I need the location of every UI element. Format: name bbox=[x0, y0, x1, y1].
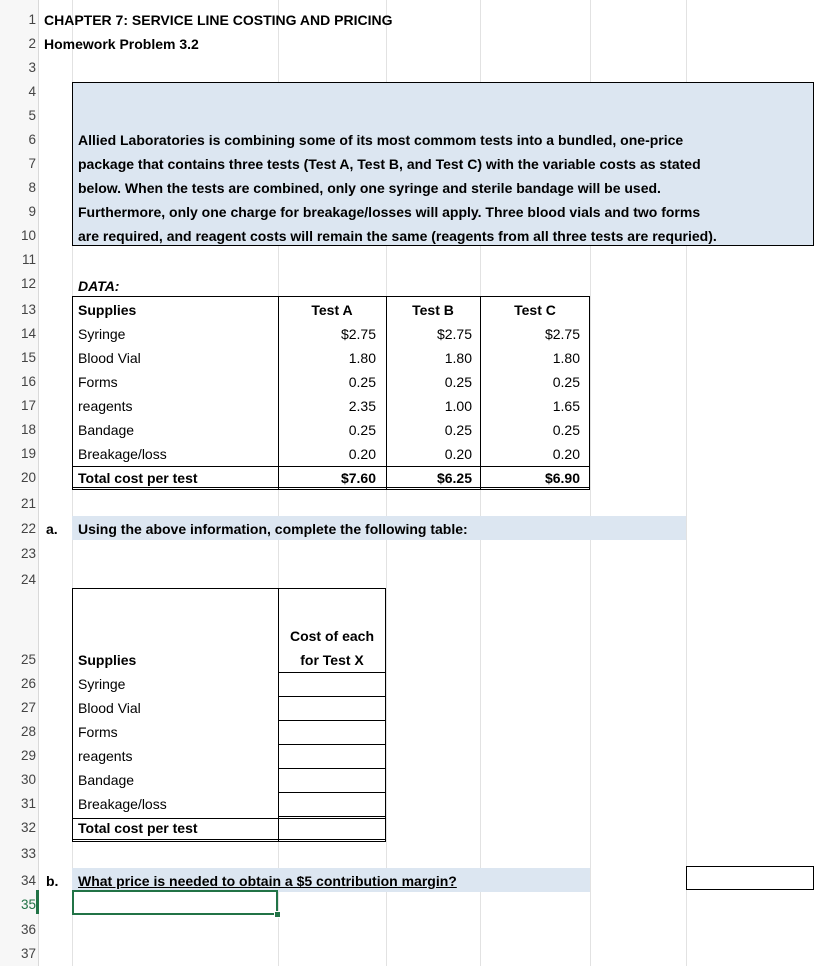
data-cell: 1.80 bbox=[552, 350, 580, 366]
answer-supplies-label: Supplies bbox=[78, 652, 137, 668]
row-number[interactable]: 34 bbox=[20, 873, 36, 888]
row-number[interactable]: 1 bbox=[28, 12, 36, 27]
question-b-text: What price is needed to obtain a $5 contribution margin? bbox=[78, 873, 457, 889]
row-number[interactable]: 8 bbox=[28, 180, 36, 195]
data-cell: 0.25 bbox=[552, 374, 580, 390]
data-cell: $2.75 bbox=[436, 326, 472, 342]
data-cell: 0.20 bbox=[552, 446, 580, 462]
answer-double-rule bbox=[72, 839, 386, 840]
row-number[interactable]: 10 bbox=[20, 228, 36, 243]
data-total-test-a: $7.60 bbox=[340, 470, 376, 486]
data-cell: 1.80 bbox=[444, 350, 472, 366]
data-header-test-a: Test A bbox=[311, 302, 353, 318]
row-number[interactable]: 6 bbox=[28, 132, 36, 147]
question-a-marker: a. bbox=[46, 521, 58, 537]
answer-total-rule bbox=[72, 818, 386, 819]
data-cell: 1.00 bbox=[444, 398, 472, 414]
data-cell: 1.65 bbox=[552, 398, 580, 414]
data-cell: 1.80 bbox=[348, 350, 376, 366]
row-number[interactable]: 17 bbox=[20, 398, 36, 413]
row-number[interactable]: 31 bbox=[20, 796, 36, 811]
answer-cell-border bbox=[279, 816, 386, 817]
row-number[interactable]: 27 bbox=[20, 700, 36, 715]
answer-table-divider bbox=[278, 588, 279, 842]
row-number[interactable]: 26 bbox=[20, 676, 36, 691]
data-total-test-c: $6.90 bbox=[544, 470, 580, 486]
data-row-label: Forms bbox=[78, 374, 118, 390]
answer-header-line-1: Cost of each bbox=[289, 628, 374, 644]
answer-cell-border bbox=[279, 768, 386, 769]
row-number[interactable]: 15 bbox=[20, 350, 36, 365]
data-cell: 0.20 bbox=[348, 446, 376, 462]
description-line-4: Furthermore, only one charge for breakage/losses will apply. Three blood vials and two forms bbox=[78, 204, 701, 220]
description-line-3: below. When the tests are combined, only one syringe and sterile bandage will be used. bbox=[78, 180, 661, 196]
row-number[interactable]: 18 bbox=[20, 422, 36, 437]
answer-cell-border bbox=[279, 792, 386, 793]
row-number[interactable]: 21 bbox=[20, 496, 36, 511]
row-number[interactable]: 22 bbox=[20, 521, 36, 536]
data-cell: 2.35 bbox=[348, 398, 376, 414]
row-number[interactable]: 36 bbox=[20, 922, 36, 937]
data-cell: 0.25 bbox=[444, 422, 472, 438]
fill-handle[interactable] bbox=[274, 911, 281, 918]
row-number[interactable]: 32 bbox=[20, 820, 36, 835]
data-header-supplies: Supplies bbox=[78, 302, 137, 318]
answer-cell-border bbox=[279, 744, 386, 745]
answer-row-label: Blood Vial bbox=[78, 700, 141, 716]
answer-row-label: Breakage/loss bbox=[78, 796, 167, 812]
data-cell: 0.25 bbox=[348, 422, 376, 438]
row-number[interactable]: 29 bbox=[20, 748, 36, 763]
data-cell: 0.20 bbox=[444, 446, 472, 462]
data-header-test-b: Test B bbox=[412, 302, 454, 318]
description-line-1: Allied Laboratories is combining some of its most commom tests into a bundled, one-price bbox=[78, 132, 684, 148]
description-line-2: package that contains three tests (Test A, Test B, and Test C) with the variable costs as stated bbox=[78, 156, 701, 172]
row-number[interactable]: 30 bbox=[20, 772, 36, 787]
answer-cell-border bbox=[279, 696, 386, 697]
row-number[interactable]: 12 bbox=[20, 276, 36, 291]
answer-row-label: Syringe bbox=[78, 676, 126, 692]
data-cell: $2.75 bbox=[544, 326, 580, 342]
answer-row-label: reagents bbox=[78, 748, 133, 764]
row-number[interactable]: 19 bbox=[20, 446, 36, 461]
answer-total-label: Total cost per test bbox=[78, 820, 198, 836]
data-row-label: Blood Vial bbox=[78, 350, 141, 366]
data-row-label: Breakage/loss bbox=[78, 446, 167, 462]
answer-header-line-2: for Test X bbox=[300, 652, 364, 668]
answer-b-input-cell[interactable] bbox=[686, 866, 814, 890]
data-cell: 0.25 bbox=[348, 374, 376, 390]
row-number[interactable]: 4 bbox=[28, 84, 36, 99]
row-number[interactable]: 14 bbox=[20, 326, 36, 341]
selected-cell[interactable] bbox=[72, 890, 278, 915]
answer-row-label: Bandage bbox=[78, 772, 135, 788]
data-cell: $2.75 bbox=[340, 326, 376, 342]
row-number[interactable]: 9 bbox=[28, 204, 36, 219]
row-number[interactable]: 33 bbox=[20, 846, 36, 861]
row-number[interactable]: 16 bbox=[20, 374, 36, 389]
data-header-test-c: Test C bbox=[514, 302, 556, 318]
data-row-label: Bandage bbox=[78, 422, 135, 438]
row-number[interactable]: 3 bbox=[28, 60, 36, 75]
problem-title: Homework Problem 3.2 bbox=[44, 36, 199, 52]
row-number[interactable]: 24 bbox=[20, 572, 36, 587]
data-row-label: Syringe bbox=[78, 326, 126, 342]
data-cell: 0.25 bbox=[552, 422, 580, 438]
total-rule bbox=[72, 466, 590, 467]
row-number[interactable]: 11 bbox=[21, 252, 36, 267]
data-total-test-b: $6.25 bbox=[436, 470, 472, 486]
data-total-label: Total cost per test bbox=[78, 470, 198, 486]
row-number[interactable]: 37 bbox=[20, 946, 36, 961]
row-number[interactable]: 20 bbox=[20, 470, 36, 485]
answer-cell-border bbox=[279, 720, 386, 721]
data-row-label: reagents bbox=[78, 398, 133, 414]
answer-row-label: Forms bbox=[78, 724, 118, 740]
answer-cell-border bbox=[279, 672, 386, 673]
question-b-marker: b. bbox=[46, 873, 59, 889]
row-number[interactable]: 7 bbox=[28, 156, 36, 171]
row-number[interactable]: 25 bbox=[20, 652, 36, 667]
row-number[interactable]: 35 bbox=[20, 897, 36, 912]
data-label: DATA: bbox=[78, 278, 120, 294]
row-number[interactable]: 28 bbox=[20, 724, 36, 739]
double-rule bbox=[72, 487, 590, 488]
row-number[interactable]: 13 bbox=[20, 302, 36, 317]
active-row-indicator bbox=[36, 890, 39, 914]
row-number[interactable]: 5 bbox=[28, 108, 36, 123]
question-a-text: Using the above information, complete the following table: bbox=[78, 521, 468, 537]
data-cell: 0.25 bbox=[444, 374, 472, 390]
description-line-5: are required, and reagent costs will remain the same (reagents from all three tests are requried). bbox=[78, 228, 717, 244]
row-number[interactable]: 23 bbox=[20, 546, 36, 561]
chapter-title: CHAPTER 7: SERVICE LINE COSTING AND PRICING bbox=[44, 12, 393, 28]
row-number[interactable]: 2 bbox=[28, 36, 36, 51]
